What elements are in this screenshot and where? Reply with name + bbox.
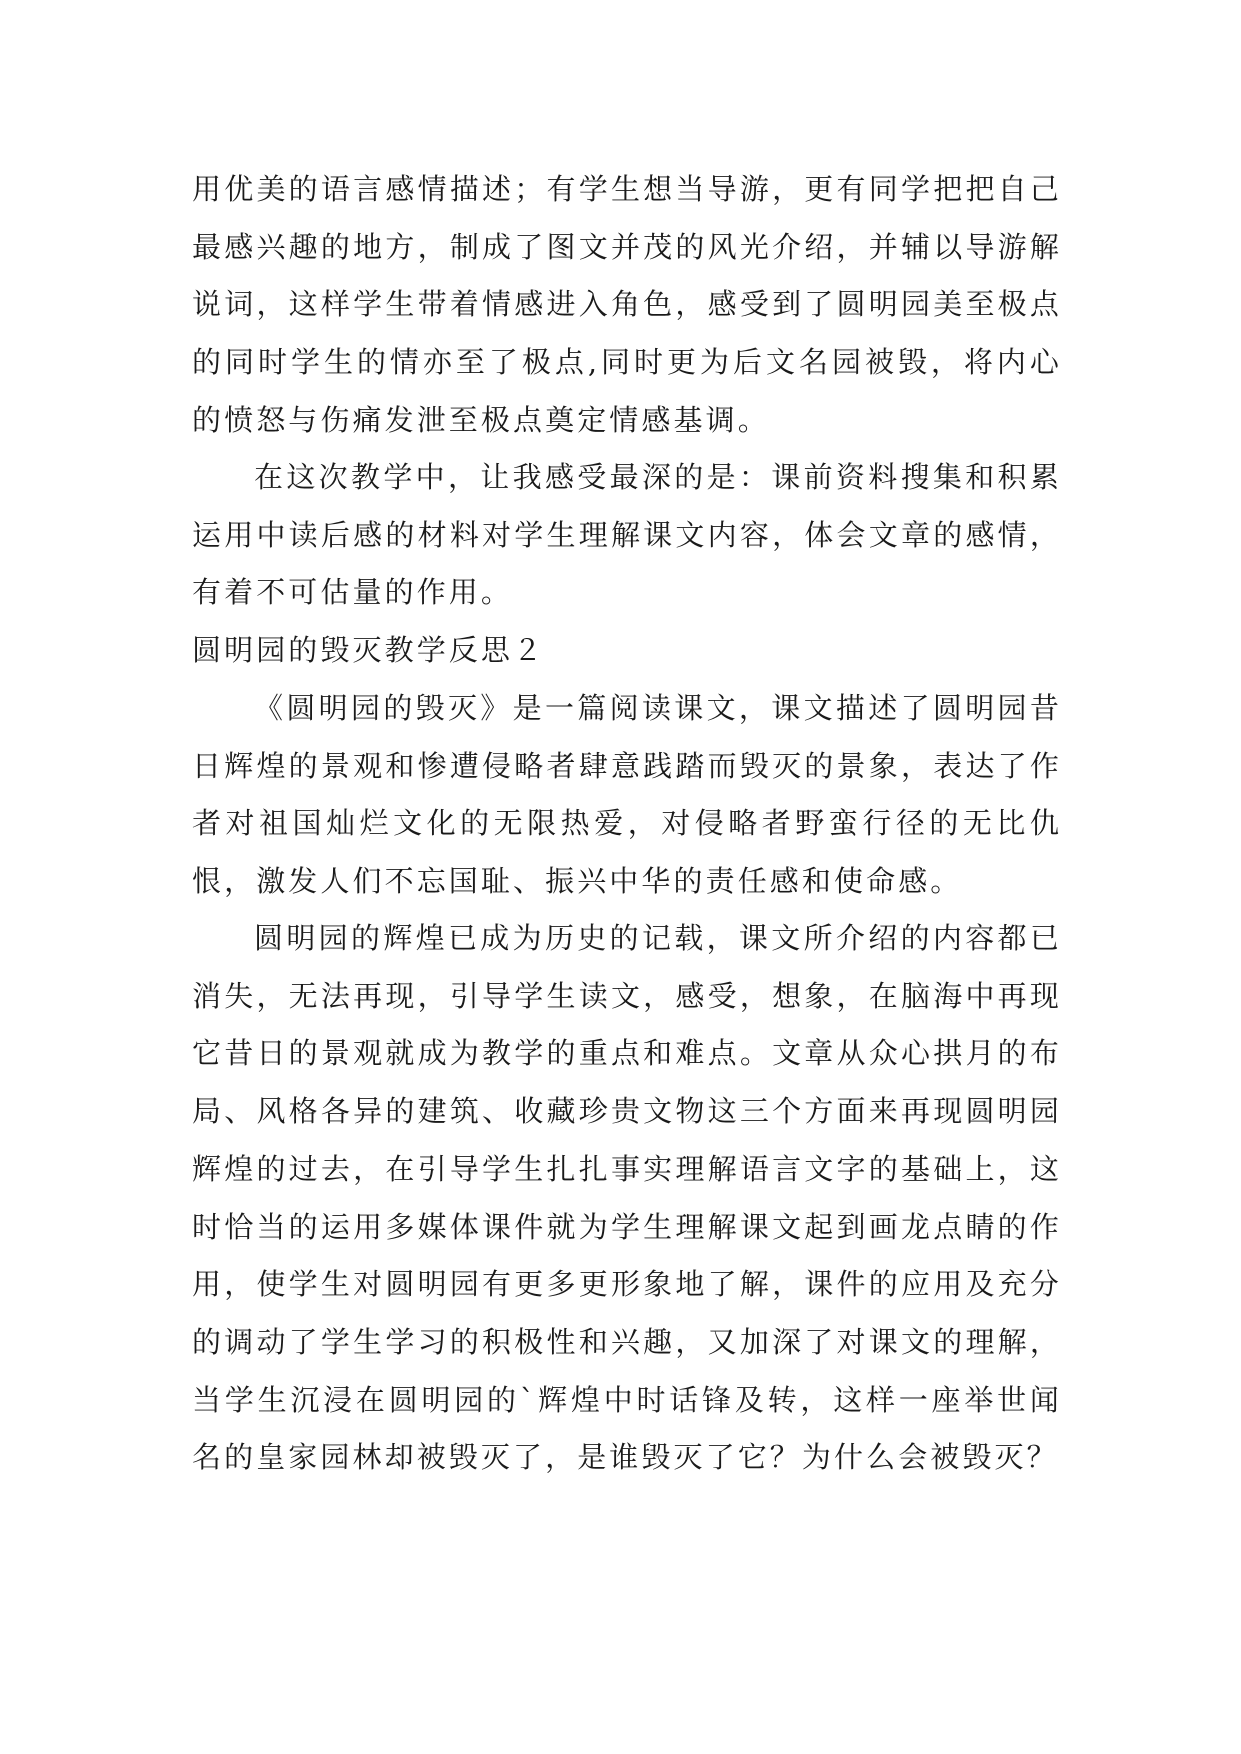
paragraph-continuation: 用优美的语言感情描述；有学生想当导游，更有同学把把自己最感兴趣的地方，制成了图文并茂的风光介绍，并辅以导游解说词，这样学生带着情感进入角色，感受到了圆明园美至极点的同时学生的情亦至了极点,同时更为后文名园被毁，将内心的愤怒与伤痛发泄至极点奠定情感基调。	[192, 172, 1062, 437]
paragraph-reflection: 在这次教学中，让我感受最深的是：课前资料搜集和积累运用中读后感的材料对学生理解课文内容，体会文章的感情，有着不可估量的作用。	[192, 460, 1062, 610]
paragraph-analysis: 圆明园的辉煌已成为历史的记载，课文所介绍的内容都已消失，无法再现，引导学生读文，感受，想象，在脑海中再现它昔日的景观就成为教学的重点和难点。文章从众心拱月的布局、风格各异的建筑、收藏珍贵文物这三个方面来再现圆明园辉煌的过去，在引导学生扎扎事实理解语言文字的基础上，这时恰当的运用多媒体课件就为学生理解课文起到画龙点睛的作用，使学生对圆明园有更多更形象地了解，课件的应用及充分的调动了学生学习的积极性和兴趣，又加深了对课文的理解，当学生沉浸在圆明园的`辉煌中时话锋及转，这样一座举世闻名的皇家园林却被毁灭了，是谁毁灭了它？为什么会被毁灭？	[192, 921, 1062, 1475]
paragraph-intro: 《圆明园的毁灭》是一篇阅读课文，课文描述了圆明园昔日辉煌的景观和惨遭侵略者肆意践踏而毁灭的景象，表达了作者对祖国灿烂文化的无限热爱，对侵略者野蛮行径的无比仇恨，激发人们不忘国耻、振兴中华的责任感和使命感。	[192, 691, 1062, 899]
section-heading: 圆明园的毁灭教学反思２	[192, 633, 546, 667]
